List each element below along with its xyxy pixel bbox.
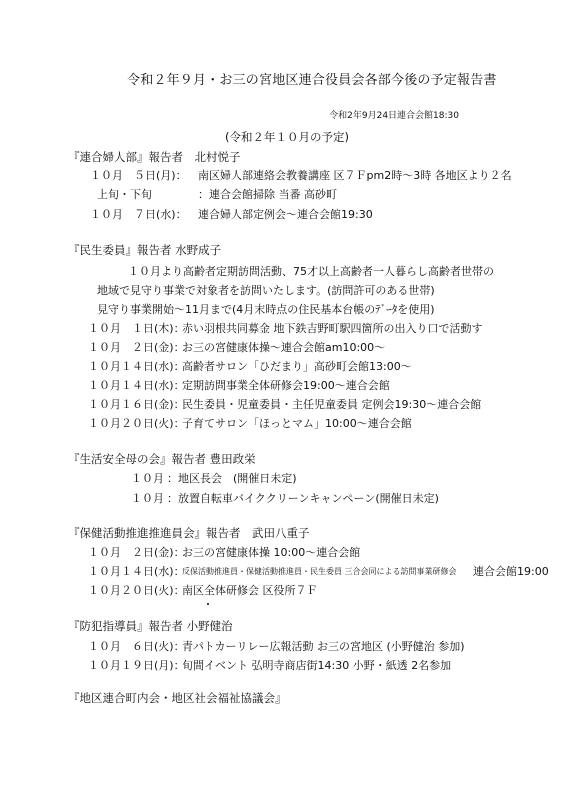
row-date: １０月 １日(木)：: [88, 322, 185, 335]
row-content: お三の宮健康体操 10:00～連合会館: [182, 546, 361, 559]
row-date: 上旬・下旬: [97, 188, 152, 201]
row-date: １０月 ２日(金)：: [88, 546, 185, 559]
section-heading-seikatsu: 『生活安全母の会』報告者 豊田政栄: [68, 452, 256, 466]
stray-mark: [207, 603, 209, 605]
section-heading-minsei: 『民生委員』報告者 水野成子: [68, 243, 222, 257]
row-date: １０月１９日(月)：: [88, 659, 185, 672]
row-content: ：放置自転車バイククリーンキャンペーン(開催日未定): [167, 492, 439, 505]
row-date: １０月１６日(金)：: [88, 398, 185, 411]
row-content-venue: 連合会館19:00: [473, 565, 549, 578]
section-heading-hoken: 『保健活動推進推進員会』報告者 武田八重子: [68, 526, 310, 540]
paragraph-line: １０月より高齢者定期訪問活動、75才以上高齢者一人暮らし高齢者世帯の: [128, 265, 494, 278]
section-heading-bohan: 『防犯指導員』報告者 小野健治: [68, 619, 233, 633]
row-content: 旬間イベント 弘明寺商店街14:30 小野・紙透 2名参加: [182, 659, 452, 672]
paragraph-line: 見守り事業開始～11月まで(4月末時点の住民基本台帳のﾃﾞｰﾀを使用): [97, 303, 435, 316]
row-content: 南区婦人部連絡会教養講座 区７Ｆpm2時～3時 各地区より２名: [198, 169, 512, 182]
row-content: ：地区長会 (開催日未定): [167, 472, 297, 485]
row-content: お三の宮健康体操～連合会館am10:00～: [182, 341, 386, 354]
row-content: 高齢者サロン「ひだまり」高砂町会館13:00～: [182, 360, 412, 373]
row-date: １０月 ５日(月)：: [90, 169, 187, 182]
row-content: 定期訪問事業全体研修会19:00～連合会館: [182, 379, 390, 392]
row-date: １０月 ７日(水)：: [90, 208, 187, 221]
row-date: １０月２０日(火)：: [88, 417, 185, 430]
section-heading-chiku: 『地区連合町内会・地区社会福祉協議会』: [68, 691, 287, 705]
paragraph-line: 地域で見守り事業で対象者を訪問いたします。(訪問許可のある世帯): [97, 284, 435, 297]
row-date: １０月 ６日(火)：: [88, 640, 185, 653]
document-subtitle: (令和２年１０月の予定): [225, 130, 349, 144]
row-content: 反保活動推進員・保健活動推進員・民生委員 三合会同による訪問事業研修会: [182, 567, 457, 576]
row-date: １０月 ２日(金)：: [88, 341, 185, 354]
row-content: 民生委員・児童委員・主任児童委員 定例会19:30～連合会館: [182, 398, 482, 411]
row-content: 連合婦人部定例会～連合会館19:30: [198, 208, 373, 221]
row-date: １０月１４日(水)：: [88, 360, 185, 373]
row-content: 青パトカーリレー広報活動 お三の宮地区 (小野健治 参加): [182, 640, 465, 653]
section-heading-fujin: 『連合婦人部』報告者 北村悦子: [68, 150, 241, 164]
row-date: １０月１４日(水)：: [88, 565, 185, 578]
meeting-date: 令和2年9月24日連合会館18:30: [329, 111, 459, 121]
row-date: １０月１４日(水)：: [88, 379, 185, 392]
document-title: 令和２年９月・お三の宮地区連合役員会各部今後の予定報告書: [127, 73, 497, 88]
row-date: １０月２０日(火)：: [88, 584, 185, 597]
row-content: 赤い羽根共同募金 地下鉄吉野町駅四箇所の出入り口で活動す: [182, 322, 483, 335]
row-content: 子育てサロン「ほっとマム」10:00～連合会館: [182, 417, 412, 430]
row-content: ：連合会館掃除 当番 高砂町: [198, 188, 337, 201]
row-date: １０月: [131, 492, 164, 505]
row-date: １０月: [131, 472, 164, 485]
row-content: 南区全体研修会 区役所７Ｆ: [182, 584, 318, 597]
